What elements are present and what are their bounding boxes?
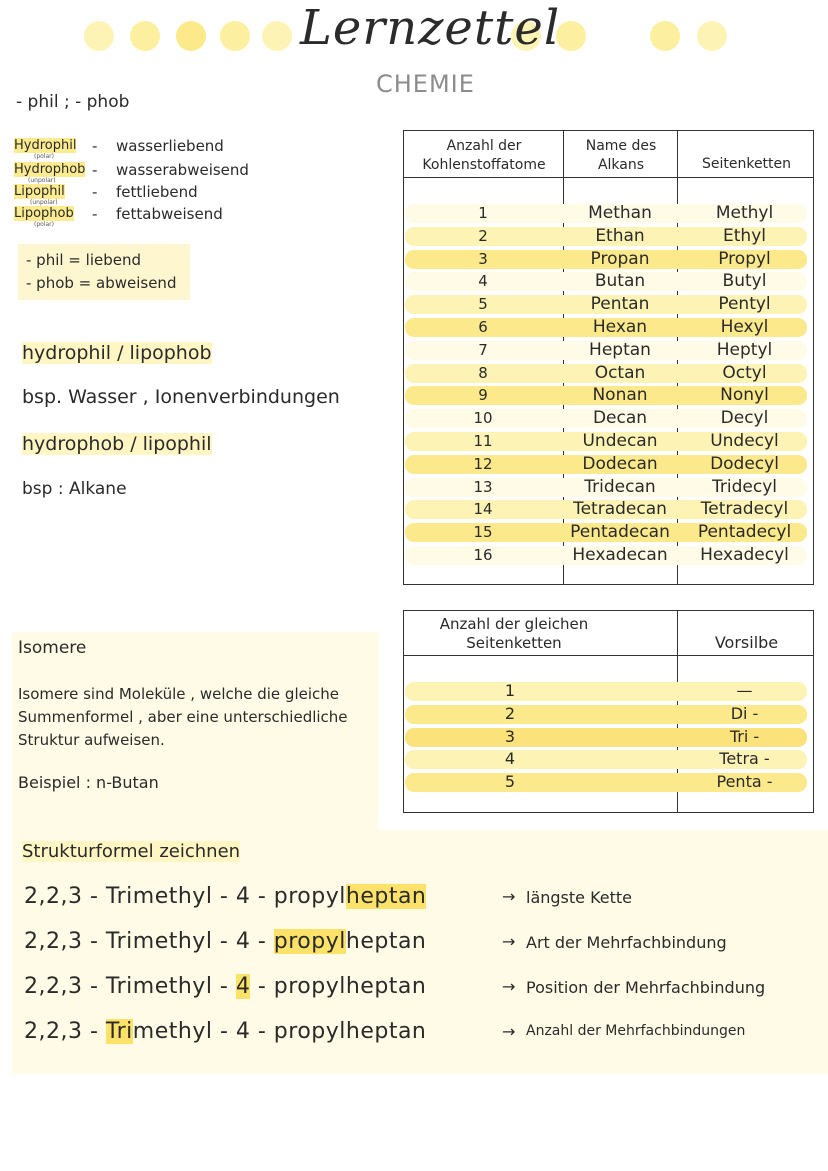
alkane-cell-sidechain: Tetradecyl	[700, 499, 789, 520]
formula-part: methyl - 4 - propylheptan	[132, 1019, 427, 1044]
alkane-cell-count: 1	[478, 204, 488, 222]
alkane-cell-sidechain: Propyl	[718, 248, 771, 269]
alkane-cell-sidechain: Ethyl	[723, 225, 766, 246]
strukturformel-heading: Strukturformel zeichnen	[22, 841, 241, 862]
term-hydrophil: Hydrophil	[14, 138, 77, 153]
alkane-table-body	[405, 202, 812, 572]
formula-line	[24, 929, 426, 954]
alkane-cell-name: Heptan	[589, 339, 651, 360]
formula-highlight: propyl	[273, 929, 346, 954]
prefix-cell-prefix: Tri -	[729, 726, 760, 746]
alkane-cell-count: 10	[473, 409, 493, 428]
decor-dot-9	[697, 21, 727, 51]
arrow-icon: →	[502, 1022, 516, 1041]
prefix-cell-prefix: Tetra -	[719, 749, 770, 769]
alkane-cell-count: 13	[473, 477, 493, 496]
alkane-cell-sidechain: Methyl	[715, 203, 774, 223]
term-dash: -	[92, 161, 98, 179]
prefix-cell-count: 4	[504, 749, 516, 769]
decor-dot-5	[262, 21, 292, 51]
alkane-cell-sidechain: Octyl	[722, 362, 767, 383]
alkane-cell-name: Pentan	[590, 294, 650, 315]
term-lipophil: Lipophil	[14, 184, 65, 199]
page-subtitle: CHEMIE	[376, 70, 475, 98]
isomere-heading: Isomere	[18, 638, 87, 658]
alkane-cell-sidechain: Nonyl	[720, 385, 769, 406]
formula-part: 2,2,3 - Trimethyl -	[24, 974, 236, 999]
alkane-cell-sidechain: Undecyl	[710, 431, 779, 451]
alkane-cell-count: 4	[478, 272, 488, 291]
meaning-hydrophob: wasserabweisend	[116, 161, 249, 179]
example-heading-2: hydrophob / lipophil	[22, 433, 212, 455]
prefix-cell-count: 5	[504, 772, 516, 792]
term-hydrophob: Hydrophob	[14, 162, 86, 177]
alkane-cell-count: 8	[478, 363, 488, 382]
isomere-text: Isomere sind Moleküle , welche die gleiche Summenformel , aber eine unterschiedliche Struktur aufweisen.	[18, 685, 348, 749]
term-hydrophil-note: (polar)	[34, 153, 54, 160]
alkane-cell-sidechain: Butyl	[722, 271, 767, 292]
alkane-cell-name: Pentadecan	[570, 522, 670, 543]
formula-highlight: 4	[235, 974, 251, 999]
alkane-cell-name: Hexan	[592, 317, 648, 337]
arrow-icon: →	[502, 977, 516, 996]
alkane-cell-sidechain: Heptyl	[716, 339, 773, 360]
term-lipophob-note: (polar)	[34, 221, 54, 228]
alkane-header-side: Seitenketten	[701, 156, 792, 172]
alkane-cell-name: Ethan	[595, 225, 645, 246]
alkane-header-count: Anzahl der Kohlenstoffatome	[422, 138, 546, 173]
prefix-cell-count: 3	[504, 726, 516, 746]
example-text-1: bsp. Wasser , Ionenverbindungen	[22, 386, 340, 408]
alkane-cell-count: 16	[473, 546, 493, 564]
prefix-header-count: Anzahl der gleichen Seitenketten	[439, 615, 589, 652]
alkane-cell-count: 5	[478, 295, 488, 314]
term-hydrophob-note: (unpolar)	[28, 177, 56, 184]
prefix-cell-prefix: Penta -	[716, 772, 773, 792]
formula-highlight: Tri	[105, 1019, 133, 1044]
alkane-cell-name: Tetradecan	[573, 499, 667, 520]
formula-part: 2,2,3 -	[24, 1019, 106, 1044]
isomere-example: Beispiel : n-Butan	[18, 773, 159, 792]
formula-line	[24, 1019, 426, 1044]
formula-part: heptan	[345, 929, 427, 954]
prefix-table-body	[405, 680, 812, 800]
alkane-cell-count: 9	[478, 386, 488, 405]
formula-note: Art der Mehrfachbindung	[526, 933, 727, 952]
alkane-cell-count: 6	[478, 318, 488, 336]
alkane-cell-count: 3	[478, 249, 488, 268]
alkane-cell-sidechain: Decyl	[720, 408, 769, 429]
alkane-cell-name: Decan	[592, 408, 648, 429]
arrow-icon: →	[502, 932, 516, 951]
strukturformel-lines	[24, 884, 824, 1064]
alkane-cell-sidechain: Pentyl	[718, 294, 771, 315]
formula-highlight: heptan	[345, 884, 427, 909]
formula-line	[24, 884, 426, 909]
alkane-cell-sidechain: Tridecyl	[712, 476, 777, 497]
formula-note: Anzahl der Mehrfachbindungen	[526, 1023, 746, 1039]
alkane-cell-count: 14	[473, 500, 493, 519]
alkane-cell-name: Methan	[588, 203, 652, 223]
meaning-lipophil: fettliebend	[116, 183, 198, 201]
alkane-cell-name: Undecan	[582, 431, 658, 451]
formula-line	[24, 974, 426, 999]
alkane-cell-name: Nonan	[592, 385, 648, 406]
prefix-header-prefix: Vorsilbe	[714, 633, 779, 652]
decor-dot-2	[130, 21, 160, 51]
example-heading-1: hydrophil / lipophob	[22, 342, 212, 364]
formula-part: - propylheptan	[250, 974, 427, 999]
alkane-cell-name: Tridecan	[584, 476, 656, 497]
page-title: Lernzettel	[300, 0, 561, 56]
formula-note: längste Kette	[526, 888, 633, 907]
alkane-cell-sidechain: Dodecyl	[710, 453, 779, 474]
decor-dot-7	[556, 21, 586, 51]
meaning-hydrophil: wasserliebend	[116, 137, 224, 155]
alkane-cell-name: Dodecan	[582, 453, 658, 474]
alkane-cell-name: Butan	[594, 271, 646, 292]
alkane-cell-sidechain: Hexyl	[720, 317, 769, 337]
decor-dot-4	[220, 21, 250, 51]
alkane-cell-name: Octan	[594, 362, 646, 383]
formula-part: 2,2,3 - Trimethyl - 4 -	[24, 929, 274, 954]
term-lipophil-note: (unpolar)	[30, 199, 58, 206]
alkane-header-name: Name des Alkans	[585, 138, 657, 173]
decor-dot-1	[84, 21, 114, 51]
alkane-cell-sidechain: Pentadecyl	[697, 522, 792, 543]
term-dash: -	[92, 183, 98, 201]
alkane-cell-count: 2	[478, 226, 488, 245]
example-text-2: bsp : Alkane	[22, 479, 127, 499]
alkane-cell-name: Hexadecan	[572, 545, 668, 565]
prefix-cell-count: 2	[504, 703, 516, 723]
decor-dot-3	[176, 21, 206, 51]
alkane-cell-name: Propan	[590, 248, 650, 269]
alkane-cell-count: 7	[478, 340, 488, 359]
term-lipophob: Lipophob	[14, 206, 74, 221]
formula-note: Position der Mehrfachbindung	[526, 978, 766, 997]
arrow-icon: →	[502, 887, 516, 906]
alkane-cell-sidechain: Hexadecyl	[700, 545, 789, 565]
formula-part: 2,2,3 - Trimethyl - 4 - propyl	[24, 884, 346, 909]
alkane-cell-count: 12	[473, 454, 493, 473]
prefix-cell-prefix: Di -	[730, 703, 759, 723]
definition-phob: - phob = abweisend	[26, 274, 177, 292]
alkane-cell-count: 11	[473, 432, 493, 450]
prefix-cell-count: 1	[504, 681, 516, 700]
term-dash: -	[92, 137, 98, 155]
phil-phob-heading: - phil ; - phob	[16, 92, 130, 112]
prefix-cell-prefix: —	[736, 681, 753, 700]
alkane-cell-count: 15	[473, 523, 493, 542]
definition-phil: - phil = liebend	[26, 251, 141, 269]
term-dash: -	[92, 205, 98, 223]
meaning-lipophob: fettabweisend	[116, 205, 223, 223]
decor-dot-8	[650, 21, 680, 51]
